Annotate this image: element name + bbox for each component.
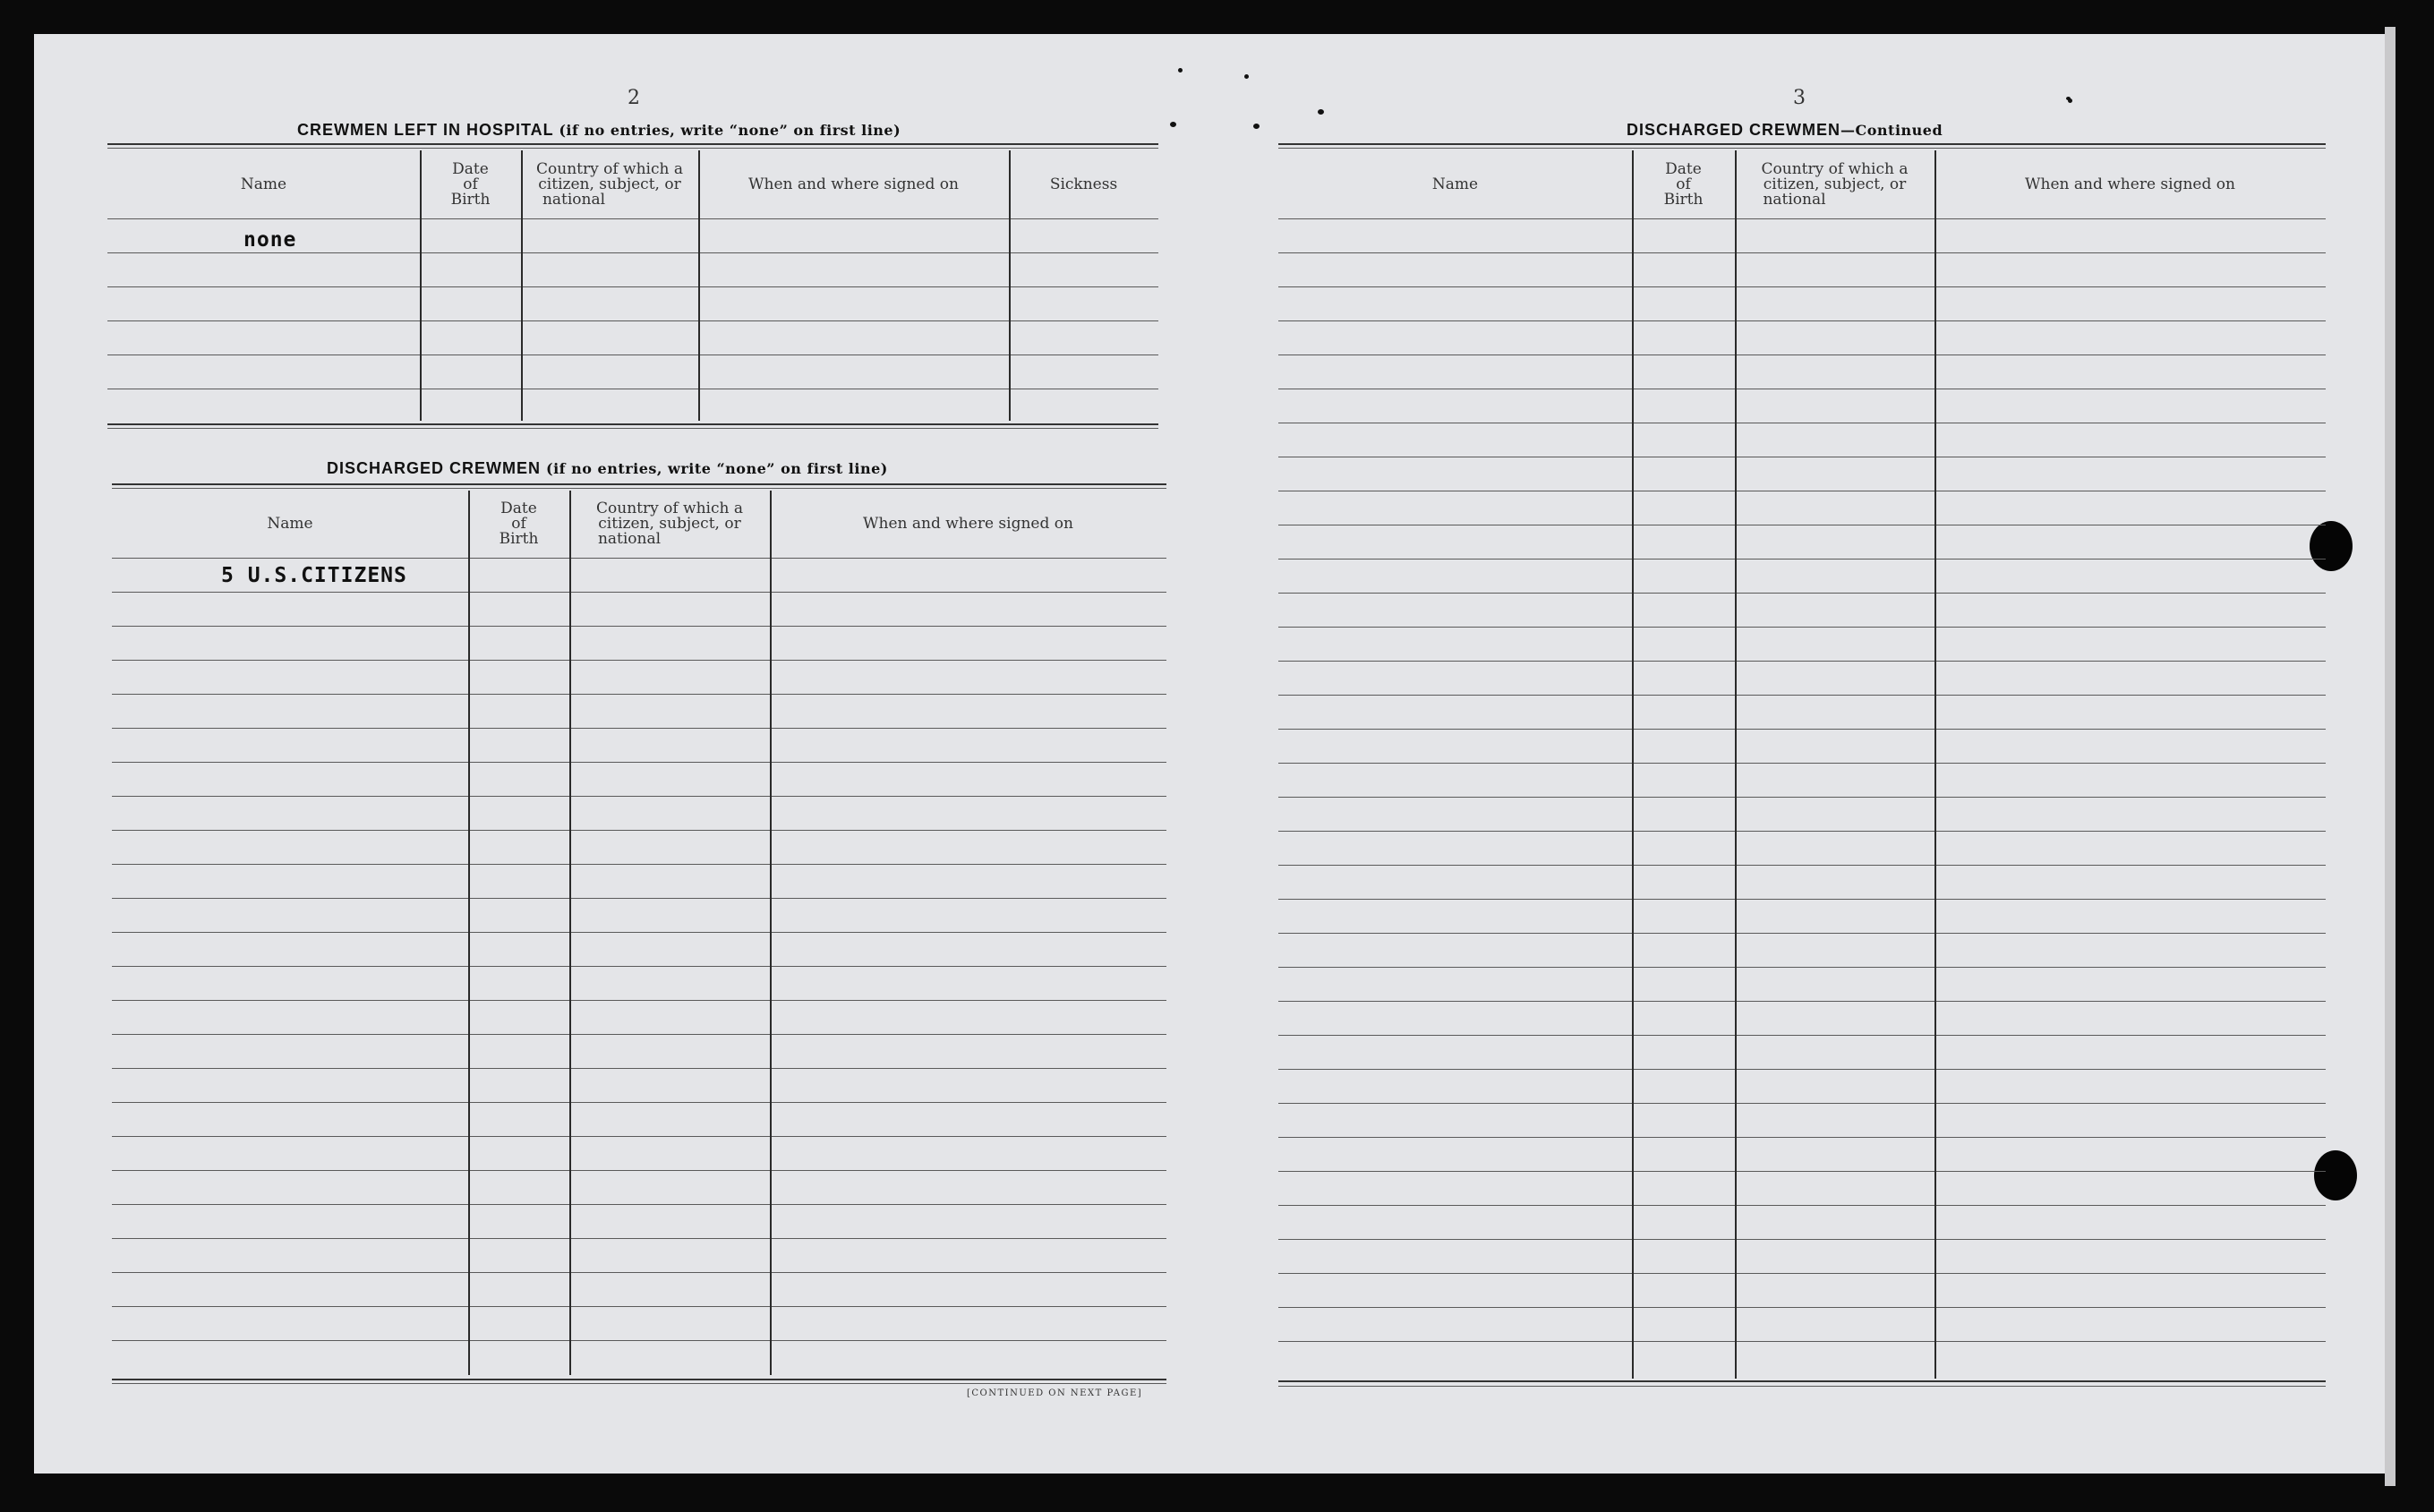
hospital-section-title	[297, 121, 901, 140]
country-line-3: national	[1763, 190, 1826, 209]
ink-speck	[1318, 109, 1324, 115]
country-line-1: Country of which a	[536, 159, 683, 178]
dob-line-2: of	[511, 515, 526, 533]
country-line-1: Country of which a	[596, 500, 743, 517]
country-line-2: citizen, subject, or	[598, 515, 741, 533]
hospital-entry-none: none	[243, 228, 297, 252]
discharged-title-text: DISCHARGED CREWMEN	[327, 459, 542, 477]
discharged-header-signed-on: When and where signed on	[863, 515, 1073, 533]
dob-line-3: Birth	[450, 190, 491, 209]
continued-title-text: DISCHARGED CREWMEN	[1627, 121, 1841, 139]
hospital-title-text: CREWMEN LEFT IN HOSPITAL	[297, 121, 554, 139]
dob-line-2: of	[1676, 175, 1691, 193]
discharged-header-country	[569, 491, 770, 558]
discharged-table-right	[1278, 143, 2326, 1388]
continued-header-country	[1735, 150, 1934, 218]
country-line-2: citizen, subject, or	[538, 175, 681, 193]
continued-header-name: Name	[1431, 175, 1479, 193]
continued-header-dob	[1632, 150, 1735, 218]
page-number-right: 3	[1793, 87, 1806, 109]
hospital-header-country	[521, 150, 698, 218]
ink-speck	[1244, 74, 1249, 79]
country-line-2: citizen, subject, or	[1763, 175, 1907, 193]
discharged-entry: 5 U.S.CITIZENS	[221, 564, 407, 587]
dob-line-1: Date	[1665, 159, 1702, 178]
ink-speck	[2068, 98, 2072, 103]
dob-line-3: Birth	[499, 530, 539, 548]
ink-speck	[1170, 122, 1176, 127]
ink-speck	[1253, 124, 1260, 129]
discharged-header-dob	[468, 491, 569, 558]
dob-line-1: Date	[500, 500, 537, 517]
hospital-header-sickness: Sickness	[1049, 175, 1118, 193]
continued-header-signed-on: When and where signed on	[2025, 175, 2235, 193]
dob-line-3: Birth	[1663, 190, 1704, 209]
discharged-section-title	[327, 459, 888, 478]
country-line-1: Country of which a	[1761, 159, 1909, 178]
continued-title-suffix: —Continued	[1840, 122, 1943, 139]
hospital-header-name: Name	[240, 175, 287, 193]
continued-footer: [CONTINUED ON NEXT PAGE]	[967, 1388, 1143, 1398]
discharged-continued-title	[1627, 121, 1943, 140]
dob-line-1: Date	[452, 159, 489, 178]
discharged-title-note: (if no entries, write “none” on first line)	[546, 460, 888, 477]
discharged-table-left	[112, 483, 1166, 1384]
hospital-table	[107, 143, 1158, 428]
hospital-header-dob	[420, 150, 521, 218]
country-line-3: national	[542, 190, 606, 209]
page-number-left: 2	[628, 87, 640, 109]
ink-speck	[1178, 68, 1183, 73]
discharged-header-name: Name	[267, 515, 313, 533]
hospital-title-note: (if no entries, write “none” on first line)	[559, 122, 901, 139]
dob-line-2: of	[463, 175, 478, 193]
scan-edge	[2385, 27, 2396, 1486]
country-line-3: national	[597, 530, 662, 548]
hospital-header-signed-on: When and where signed on	[748, 175, 959, 193]
